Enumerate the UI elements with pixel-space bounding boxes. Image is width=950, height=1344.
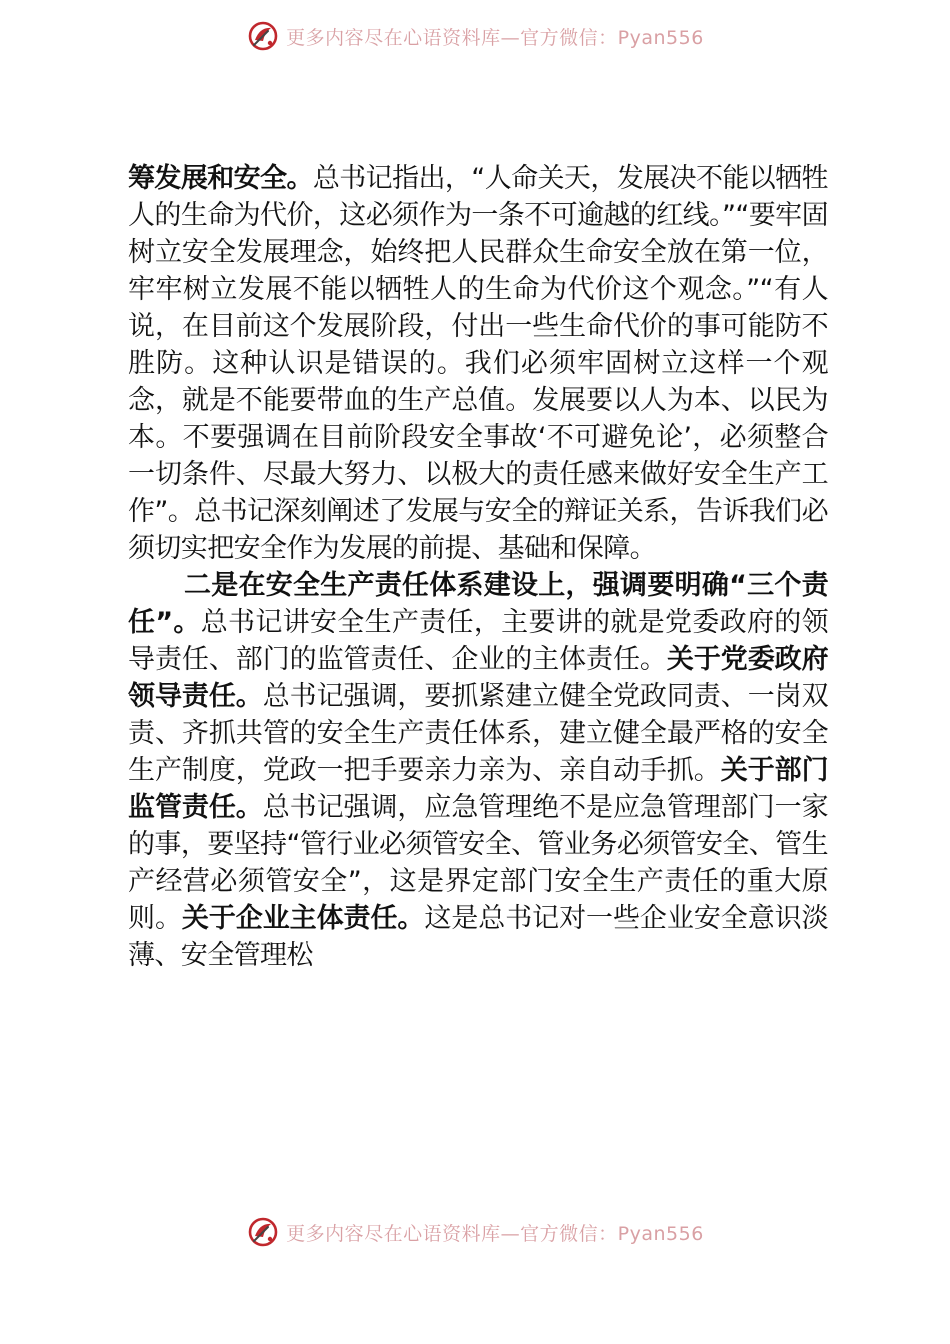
document-body [128, 160, 828, 974]
paragraph-1-text: 总书记指出，“人命关天，发展决不能以牺牲人的生命为代价，这必须作为一条不可逾越的红线。”“要牢固树立安全发展理念，始终把人民群众生命安全放在第一位，牢牢树立发展不能以牺牲人的生命为代价这个观念。”“有人说，在目前这个发展阶段，付出一些生命代价的事可能防不胜防。这种认识是错误的。我们必须牢固树立这样一个观念，就是不能要带血的生产总值。发展要以人为本、以民为本。不要强调在目前阶段安全事故‘不可避免论’，必须整合一切条件、尽最大努力、以极大的责任感来做好安全生产工作”。总书记深刻阐述了发展与安全的辩证关系，告诉我们必须切实把安全作为发展的前提、基础和保障。 [128, 163, 828, 564]
header-banner-account: Pyan556 [617, 26, 704, 49]
brand-logo-icon [246, 19, 280, 53]
footer-banner [0, 1212, 950, 1252]
footer-banner-account: Pyan556 [617, 1222, 704, 1245]
paragraph-2-subheading-department: 关于部门监管责任。 [128, 755, 828, 823]
paragraph-1-bold-lead: 筹发展和安全。 [128, 163, 313, 194]
paragraph-1 [128, 160, 828, 567]
paragraph-2-subheading-party: 关于党委政府领导责任。 [128, 644, 828, 712]
paragraph-2-subheading-enterprise: 关于企业主体责任。 [181, 903, 425, 934]
paragraph-2-text-2: 总书记强调，要抓紧建立健全党政同责、一岗双责、齐抓共管的安全生产责任体系，建立健全最严格的安全生产制度，党政一把手要亲力亲为、亲自动手抓。 [128, 681, 828, 786]
footer-banner-main: 更多内容尽在心语资料库—官方微信： [286, 1222, 618, 1245]
header-banner-main: 更多内容尽在心语资料库—官方微信： [286, 26, 618, 49]
footer-banner-text [286, 1219, 704, 1246]
paragraph-2-heading: 二是在安全生产责任体系建设上，强调要明确“三个责任”。 [128, 570, 828, 638]
header-banner [0, 16, 950, 56]
header-banner-text [286, 23, 704, 50]
brand-logo-icon [246, 1215, 280, 1249]
paragraph-2-text-4: 这是总书记对一些企业安全意识淡薄、安全管理松 [128, 903, 828, 971]
paragraph-2-text-3: 总书记强调，应急管理绝不是应急管理部门一家的事，要坚持“管行业必须管安全、管业务必须管安全、管生产经营必须管安全”，这是界定部门安全生产责任的重大原则。 [128, 792, 828, 934]
paragraph-2-text-1: 总书记讲安全生产责任，主要讲的就是党委政府的领导责任、部门的监管责任、企业的主体责任。 [128, 607, 828, 675]
paragraph-2 [128, 567, 828, 974]
